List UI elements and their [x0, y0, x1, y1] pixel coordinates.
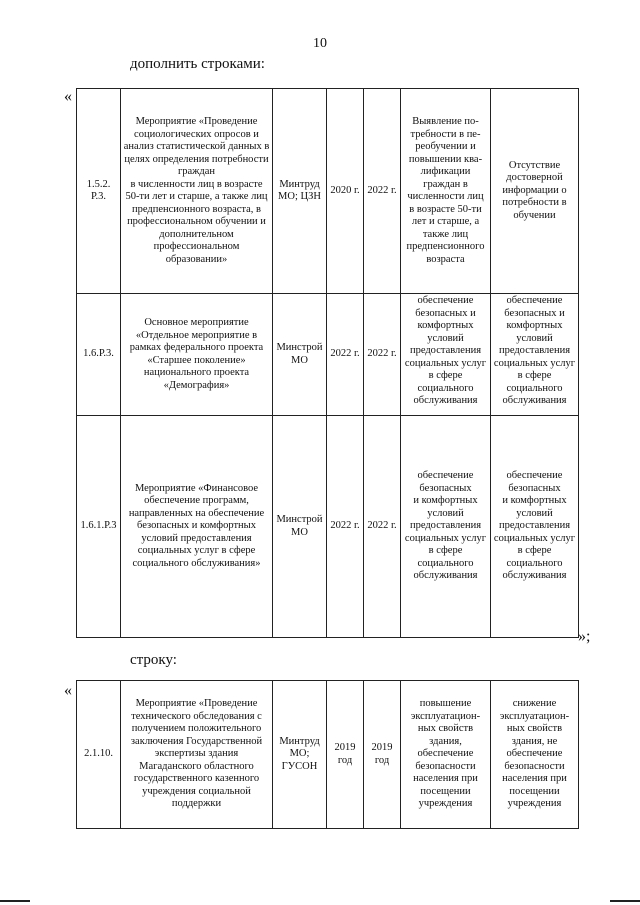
row-title: Мероприятие «Проведение технического обследования с получением положительного заключения Государственной экспертизы здания Магаданского областного государственного казенного учреждения социальной поддержки [121, 681, 273, 829]
row-title: Мероприятие «Проведение социологических опросов и анализ статистической данных в целях определения потребности граждан в численности лиц в возрасте 50-ти лет и старше, а также лиц предпенсионного возраста, в профессиональном обучении и дополнительном профессиональном образовании» [121, 89, 273, 294]
row-consequence: снижение эксплуатацион-ных свойств здания, не обеспечение безопасности населения при посещении учреждения [491, 681, 579, 829]
row-start: 2019 год [327, 681, 364, 829]
row-end: 2022 г. [364, 416, 401, 638]
amendment-table [76, 88, 579, 638]
closing-quote: »; [578, 628, 591, 645]
table-row [77, 681, 579, 829]
heading-add-rows: дополнить строками: [130, 56, 265, 72]
row-start: 2022 г. [327, 294, 364, 416]
opening-quote: « [64, 88, 72, 105]
row-number: 2.1.10. [77, 681, 121, 829]
opening-quote: « [64, 682, 72, 699]
row-end: 2019 год [364, 681, 401, 829]
row-number: 1.6.Р.3. [77, 294, 121, 416]
row-result: обеспечение безопасных и комфортных условий предоставления социальных услуг в сфере социального обслуживания [401, 416, 491, 638]
corner-mark [0, 900, 30, 902]
row-consequence: обеспечение безопасных и комфортных условий предоставления социальных услуг в сфере социального обслуживания [491, 416, 579, 638]
row-number: 1.6.1.Р.3 [77, 416, 121, 638]
table-row [77, 294, 579, 416]
row-end: 2022 г. [364, 294, 401, 416]
row-executor: Минтруд МО; ГУСОН [273, 681, 327, 829]
heading-row: строку: [130, 652, 177, 668]
row-result: повышение эксплуатацион-ных свойств здания, обеспечение безопасности населения при посещении учреждения [401, 681, 491, 829]
table-row [77, 416, 579, 638]
row-executor: Минстрой МО [273, 416, 327, 638]
row-consequence: Отсутствие достоверной информации о потребности в обучении [491, 89, 579, 294]
replacement-table [76, 680, 579, 829]
row-result: Выявление по- требности в пе- реобучении и повышении ква- лификации граждан в численности лиц в возрасте 50-ти лет и старше, а также лиц предпенсионного возраста [401, 89, 491, 294]
row-title: Основное мероприятие «Отдельное мероприятие в рамках федерального проекта «Старшее поколение» национального проекта «Демография» [121, 294, 273, 416]
row-title: Мероприятие «Финансовое обеспечение программ, направленных на обеспечение безопасных и комфортных условий предоставления социальных услуг в сфере социального обслуживания» [121, 416, 273, 638]
row-number: 1.5.2. Р.3. [77, 89, 121, 294]
row-consequence: обеспечение безопасных и комфортных условий предоставления социальных услуг в сфере социального обслуживания [491, 294, 579, 416]
row-end: 2022 г. [364, 89, 401, 294]
table-row [77, 89, 579, 294]
row-start: 2020 г. [327, 89, 364, 294]
row-result: обеспечение безопасных и комфортных условий предоставления социальных услуг в сфере социального обслуживания [401, 294, 491, 416]
row-start: 2022 г. [327, 416, 364, 638]
page-number: 10 [313, 36, 327, 51]
row-executor: Минтруд МО; ЦЗН [273, 89, 327, 294]
row-executor: Минстрой МО [273, 294, 327, 416]
corner-mark [610, 900, 640, 902]
